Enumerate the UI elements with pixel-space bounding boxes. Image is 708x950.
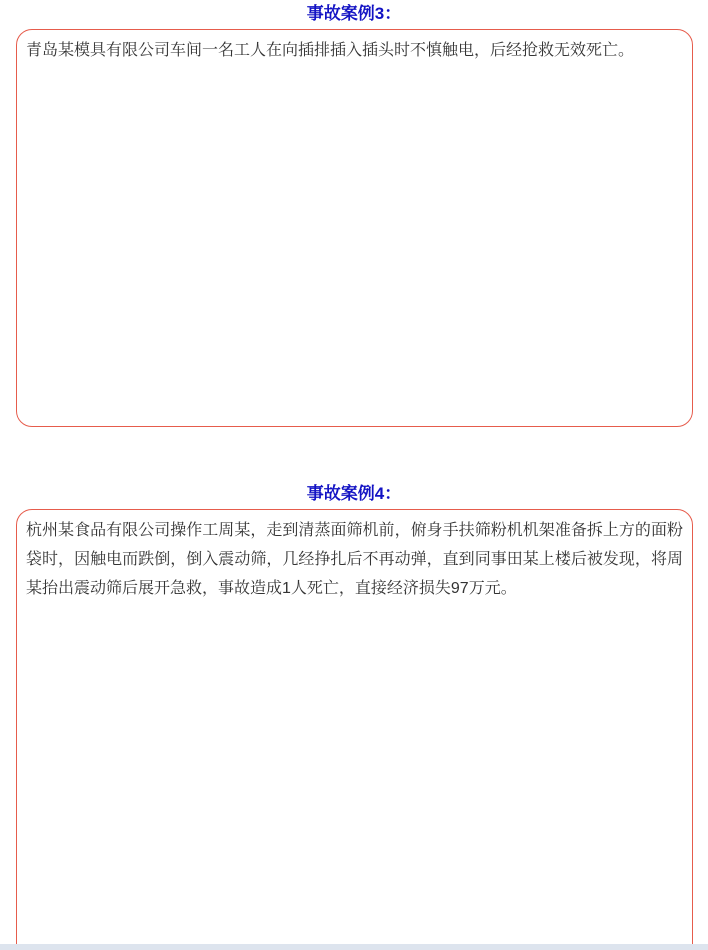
- case-3-body-text: 青岛某模具有限公司车间一名工人在向插排插入插头时不慎触电，后经抢救无效死亡。: [26, 42, 635, 59]
- bottom-edge-strip: [0, 944, 708, 950]
- case-3-section: [0, 0, 708, 427]
- case-4-body-text: 杭州某食品有限公司操作工周某，走到清蒸面筛机前，俯身手扶筛粉机机架准备拆上方的面粉袋时，因触电而跌倒，倒入震动筛，几经挣扎后不再动弹，直到同事田某上楼后被发现，将周某抬出震动筛后展开急救，事故造成1人死亡，直接经济损失97万元。: [26, 522, 683, 597]
- case-4-section: [0, 483, 708, 950]
- case-4-box: [16, 509, 693, 950]
- case-3-title: 事故案例3：: [306, 4, 402, 23]
- case-3-box: [16, 29, 693, 427]
- case-4-title: 事故案例4：: [306, 484, 402, 503]
